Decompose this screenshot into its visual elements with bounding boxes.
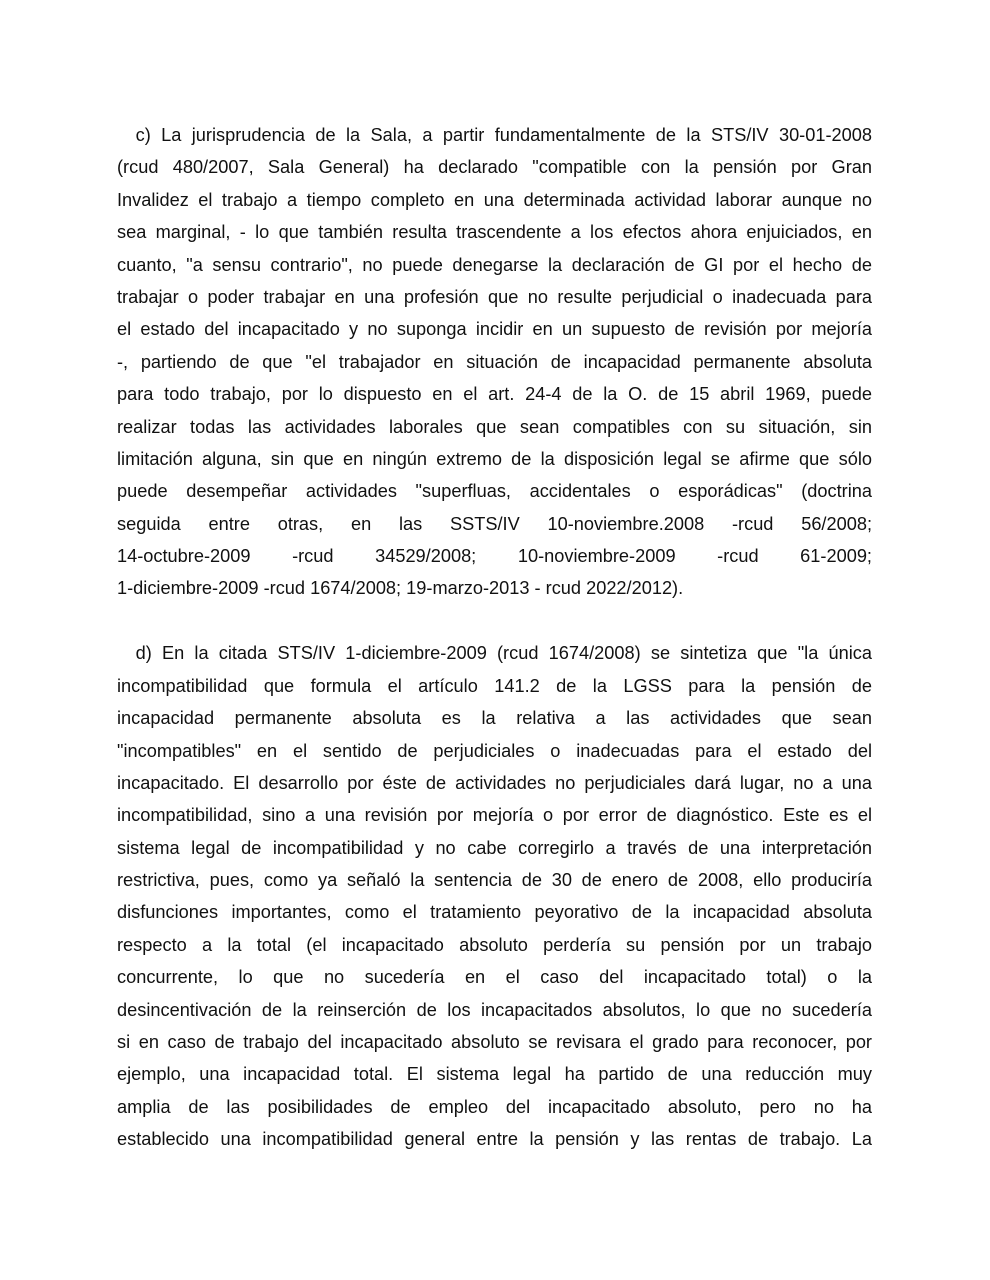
document-page (117, 119, 872, 1156)
text-line: incompatibilidad, sino a una revisión por mejoría o por error de diagnóstico. Este es el (117, 805, 872, 826)
text-line: puede desempeñar actividades "superfluas, accidentales o esporádicas" (doctrina (117, 481, 872, 502)
text-line: restrictiva, pues, como ya señaló la sentencia de 30 de enero de 2008, ello produciría (117, 870, 872, 891)
paragraph-d (117, 637, 872, 1155)
text-line: respecto a la total (el incapacitado absoluto perdería su pensión por un trabajo (117, 934, 872, 955)
text-line: c) La jurisprudencia de la Sala, a partir fundamentalmente de la STS/IV 30-01-2008 (135, 125, 872, 145)
text-line: realizar todas las actividades laborales que sean compatibles con su situación, sin (117, 416, 872, 437)
text-line: (rcud 480/2007, Sala General) ha declarado "compatible con la pensión por Gran (117, 157, 872, 178)
text-line: incompatibilidad que formula el artículo 141.2 de la LGSS para la pensión de (117, 675, 872, 696)
text-line: cuanto, "a sensu contrario", no puede denegarse la declaración de GI por el hecho de (117, 254, 872, 275)
text-line: establecido una incompatibilidad general entre la pensión y las rentas de trabajo. La (117, 1129, 872, 1150)
text-line: d) En la citada STS/IV 1-diciembre-2009 (rcud 1674/2008) se sintetiza que "la única (135, 643, 872, 664)
text-line: sea marginal, - lo que también resulta trascendente a los efectos ahora enjuiciados, en (117, 222, 872, 243)
text-line: concurrente, lo que no sucedería en el caso del incapacitado total) o la (117, 967, 872, 988)
text-line: disfunciones importantes, como el tratamiento peyorativo de la incapacidad absoluta (117, 902, 872, 923)
text-line: Invalidez el trabajo a tiempo completo en una determinada actividad laborar aunque no (117, 189, 872, 210)
text-line: 14-octubre-2009 -rcud 34529/2008; 10-noviembre-2009 -rcud 61-2009; (117, 546, 872, 567)
paragraph-gap (117, 605, 872, 638)
text-line: sistema legal de incompatibilidad y no cabe corregirlo a través de una interpretación (117, 837, 872, 858)
text-line: -, partiendo de que "el trabajador en situación de incapacidad permanente absoluta (117, 351, 872, 372)
text-line: 1-diciembre-2009 -rcud 1674/2008; 19-marzo-2013 - rcud 2022/2012). (117, 578, 684, 599)
text-line: el estado del incapacitado y no suponga incidir en un supuesto de revisión por mejoría (117, 319, 872, 340)
text-line: desincentivación de la reinserción de los incapacitados absolutos, lo que no sucedería (117, 999, 872, 1020)
text-line: limitación alguna, sin que en ningún extremo de la disposición legal se afirme que sólo (117, 448, 872, 469)
text-line: incapacitado. El desarrollo por éste de actividades no perjudiciales dará lugar, no a una (117, 772, 872, 793)
text-line: "incompatibles" en el sentido de perjudiciales o inadecuadas para el estado del (117, 740, 872, 761)
text-line: incapacidad permanente absoluta es la relativa a las actividades que sean (117, 708, 872, 729)
text-line: trabajar o poder trabajar en una profesión que no resulte perjudicial o inadecuada para (117, 286, 872, 307)
text-line: si en caso de trabajo del incapacitado absoluto se revisara el grado para reconocer, por (117, 1032, 872, 1053)
text-line: seguida entre otras, en las SSTS/IV 10-noviembre.2008 -rcud 56/2008; (117, 513, 872, 534)
text-line: amplia de las posibilidades de empleo del incapacitado absoluto, pero no ha (117, 1096, 872, 1117)
paragraph-c (117, 119, 872, 605)
text-line: ejemplo, una incapacidad total. El sistema legal ha partido de una reducción muy (117, 1064, 872, 1085)
text-line: para todo trabajo, por lo dispuesto en el art. 24-4 de la O. de 15 abril 1969, puede (117, 384, 872, 405)
